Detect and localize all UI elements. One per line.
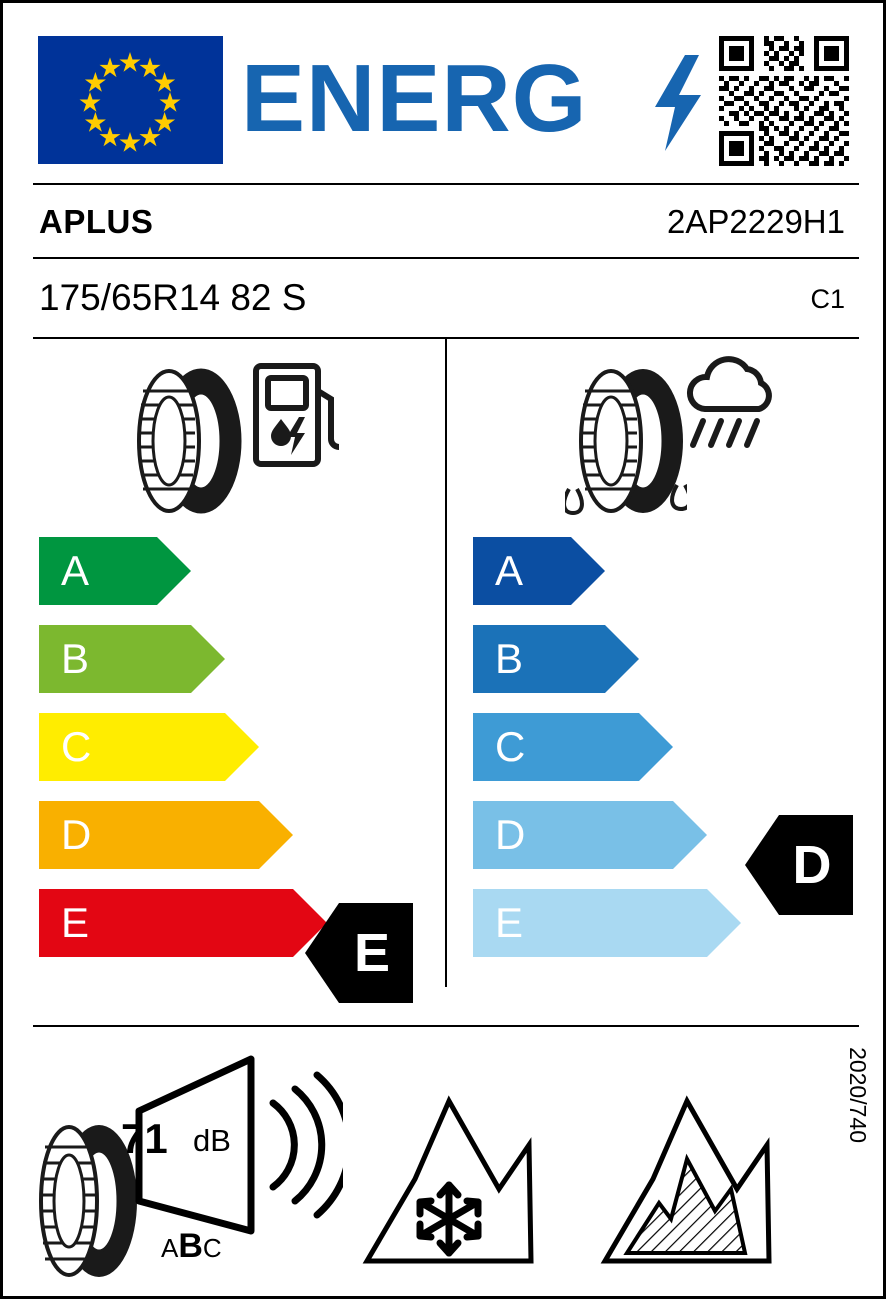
ice-grip-mountain-icon [597,1093,777,1274]
three-peak-mountain-snowflake-icon [359,1093,539,1274]
grade-letter: D [495,811,526,858]
wet-grip-selected-marker [745,815,853,915]
tyre-icon [129,361,247,526]
grade-letter: A [495,547,524,594]
grade-letter: A [61,547,90,594]
grade-letter: C [61,723,92,770]
header-divider [33,183,859,185]
noise-class-c: C [202,1233,222,1263]
noise-class-a: A [161,1233,179,1263]
fuel-pump-icon [251,361,343,474]
panel-divider [445,337,447,987]
energy-wordmark: ENERG [241,45,588,152]
noise-value: 71 [121,1115,168,1162]
grade-letter: C [495,723,526,770]
brand-name: APLUS [39,203,154,240]
brand-divider [33,257,859,259]
grade-letter: E [495,899,524,946]
regulation-reference: 2020/740 [845,1047,871,1143]
model-code: 2AP2229H1 [667,203,845,240]
grade-letter: B [495,635,524,682]
bottom-divider [33,1025,859,1027]
tyre-icon [565,361,687,526]
noise-class-b: B [178,1227,203,1265]
rain-cloud-icon [685,355,779,468]
eu-flag-icon [38,36,223,164]
eu-flag-stars [38,36,223,164]
grade-letter: B [61,635,90,682]
tyre-size: 175/65R14 82 S [39,277,307,318]
noise-class-scale [161,1227,222,1266]
noise-unit: dB [193,1123,231,1158]
label-header [3,3,886,183]
qr-code-icon [719,36,849,166]
grade-letter: E [61,899,90,946]
tyre-class: C1 [810,284,845,314]
wet-grip-selected-letter: D [792,835,832,895]
fuel-efficiency-selected-marker [305,903,413,1003]
grade-letter: D [61,811,92,858]
fuel-efficiency-selected-letter: E [353,923,391,983]
lightning-bolt-icon [651,55,703,151]
